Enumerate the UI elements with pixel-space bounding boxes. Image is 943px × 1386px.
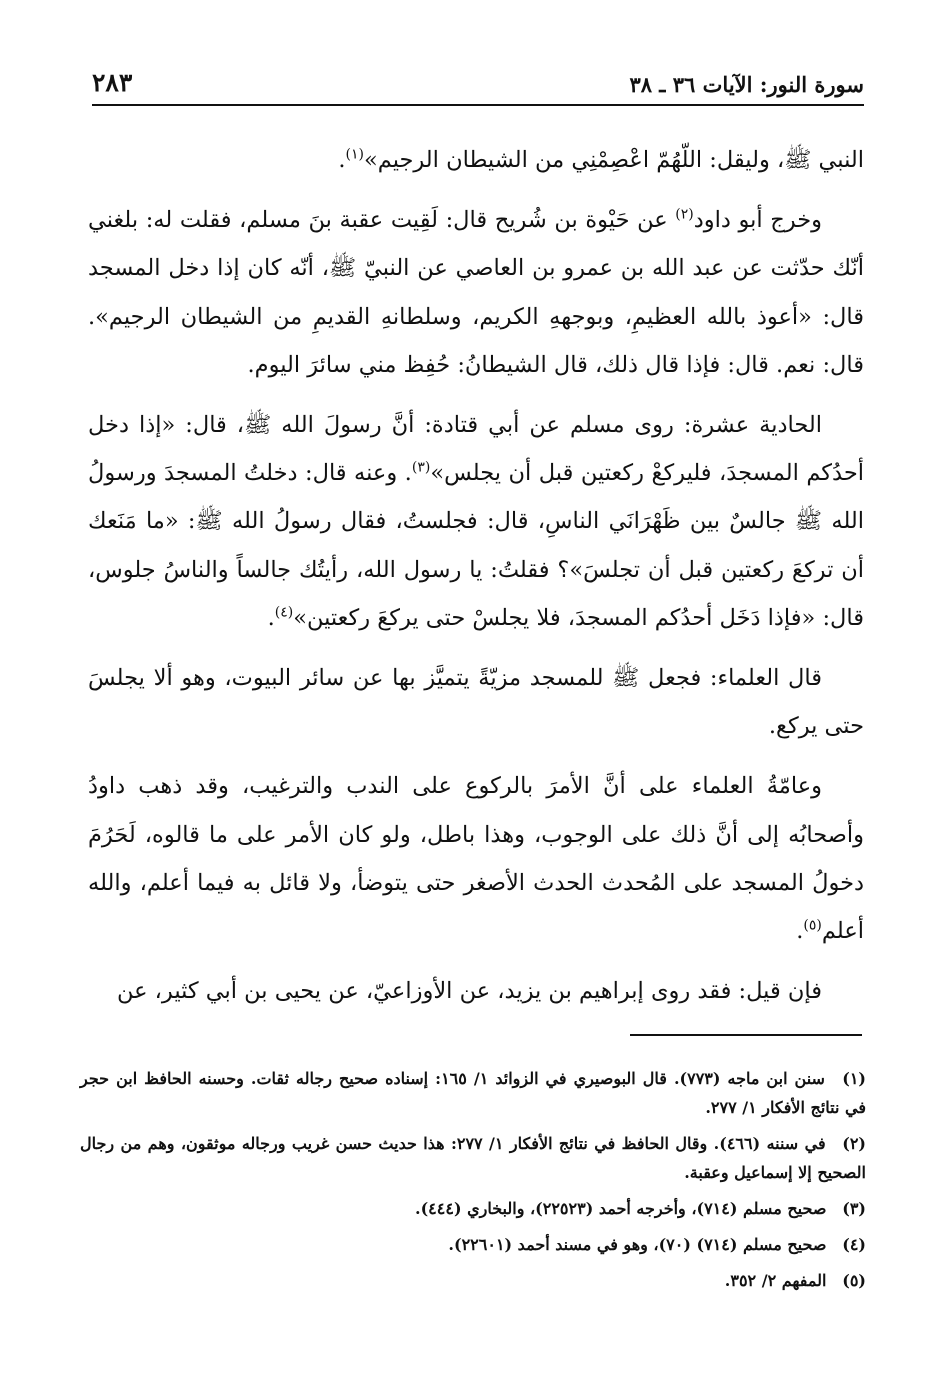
paragraph: النبي ﷺ، وليقل: اللّهُمّ اعْصِمْنِي من الشيطان الرجيم»$^{(١)}$. [338,146,864,173]
footnote-text: المفهم ٢/ ٣٥٢. [724,1271,827,1290]
page-number: ٢٨٣ [92,68,133,97]
paragraph: قال العلماء: فجعل ﷺ للمسجد مزيّةً يتميَّز بها عن سائر البيوت، وهو ألا يجلسَ حتى يركع. [88,665,864,740]
footnote [80,1064,866,1122]
footnote-reference[interactable]: (١) [345,146,364,163]
footnote-number: (٣) [842,1199,866,1218]
paragraph: وعامّةُ العلماء على أنَّ الأمرَ بالركوع على الندب والترغيب، وقد ذهب داودُ وأصحابُه إلى أنَّ ذلك على الوجوب، وهذا باطل، ولو كان الأمر على ما قالوه، لَحَرُمَ دخولُ المسجد على المُحدث الحدث الأصغر حتى يتوضأ، ولا قائل به فيما أعلم، والله أعلم$^{(٥)}$. [88,773,864,945]
page-header [92,68,864,108]
footnote-reference[interactable]: (٣) [411,459,431,476]
footnote-number: (٢) [842,1134,866,1153]
footnote-number: (٥) [842,1271,866,1290]
paragraph: فإن قيل: فقد روى إبراهيم بن يزيد، عن الأوزاعيّ، عن يحيى بن أبي كثير، عن [116,978,822,1005]
paragraph: الحادية عشرة: روى مسلم عن أبي قتادة: أنَّ رسولَ الله ﷺ، قال: «إذا دخل أحدُكم المسجدَ، فليركعْ ركعتين قبل أن يجلس»$^{(٣)}$. وعنه قال: دخلتُ المسجدَ ورسولُ الله ﷺ جالسٌ بين ظَهْرَانَي الناسِ، قال: فجلستُ، فقال رسولُ الله ﷺ: «ما مَنَعك أن تركعَ ركعتين قبل أن تجلسَ»؟ فقلتُ: يا رسول الله، رأيتُك جالساً والناسُ جلوس، قال: «فإذا دَخَل أحدُكم المسجدَ، فلا يجلسْ حتى يركعَ ركعتين»$^{(٤)}$. [88,412,864,631]
running-title: سورة النور: الآيات ٣٦ ـ ٣٨ [629,72,864,97]
footnote-text: صحيح مسلم (٧١٤) (٧٠)، وهو في مسند أحمد (٢٢٦٠١). [448,1235,827,1254]
paragraph: وخرج أبو داود$^{(٢)}$ عن حَيْوة بن شُريح قال: لَقِيت عقبة بنَ مسلم، فقلت له: بلغني أنّك حدّثت عن عبد الله بن عمرو بن العاصي عن النبيّ ﷺ، أنّه كان إذا دخل المسجد قال: «أعوذ بالله العظيمِ، وبوجههِ الكريم، وسلطانهِ القديمِ من الشيطان الرجيم». قال: نعم. قال: فإذا قال ذلك، قال الشيطانُ: حُفِظ مني سائرَ اليوم. [88,206,864,378]
main-text [88,136,864,1027]
footnote [80,1129,866,1187]
header-divider [92,104,864,106]
footnotes [80,1064,866,1302]
footnote-number: (٤) [842,1235,866,1254]
footnote [80,1266,866,1295]
footnote-text: صحيح مسلم (٧١٤)، وأخرجه أحمد (٢٢٥٢٣)، والبخاري (٤٤٤). [415,1199,827,1218]
footnote-text: سنن ابن ماجه (٧٧٣). قال البوصيري في الزوائد ١/ ١٦٥: إسناده صحيح رجاله ثقات. وحسنه الحافظ ابن حجر في نتائج الأفكار ١/ ٢٧٧. [80,1069,866,1117]
footnote-divider [630,1034,862,1036]
footnote-reference[interactable]: (٤) [274,604,294,621]
footnote [80,1194,866,1223]
footnote-text: في سننه (٤٦٦). وقال الحافظ في نتائج الأفكار ١/ ٢٧٧: هذا حديث حسن غريب ورجاله موثقون، وهم من رجال الصحيح إلا إسماعيل وعقبة. [80,1134,866,1182]
footnote-reference[interactable]: (٥) [803,917,822,934]
footnote-number: (١) [842,1069,866,1088]
footnote [80,1230,866,1259]
footnote-reference[interactable]: (٢) [675,206,694,223]
